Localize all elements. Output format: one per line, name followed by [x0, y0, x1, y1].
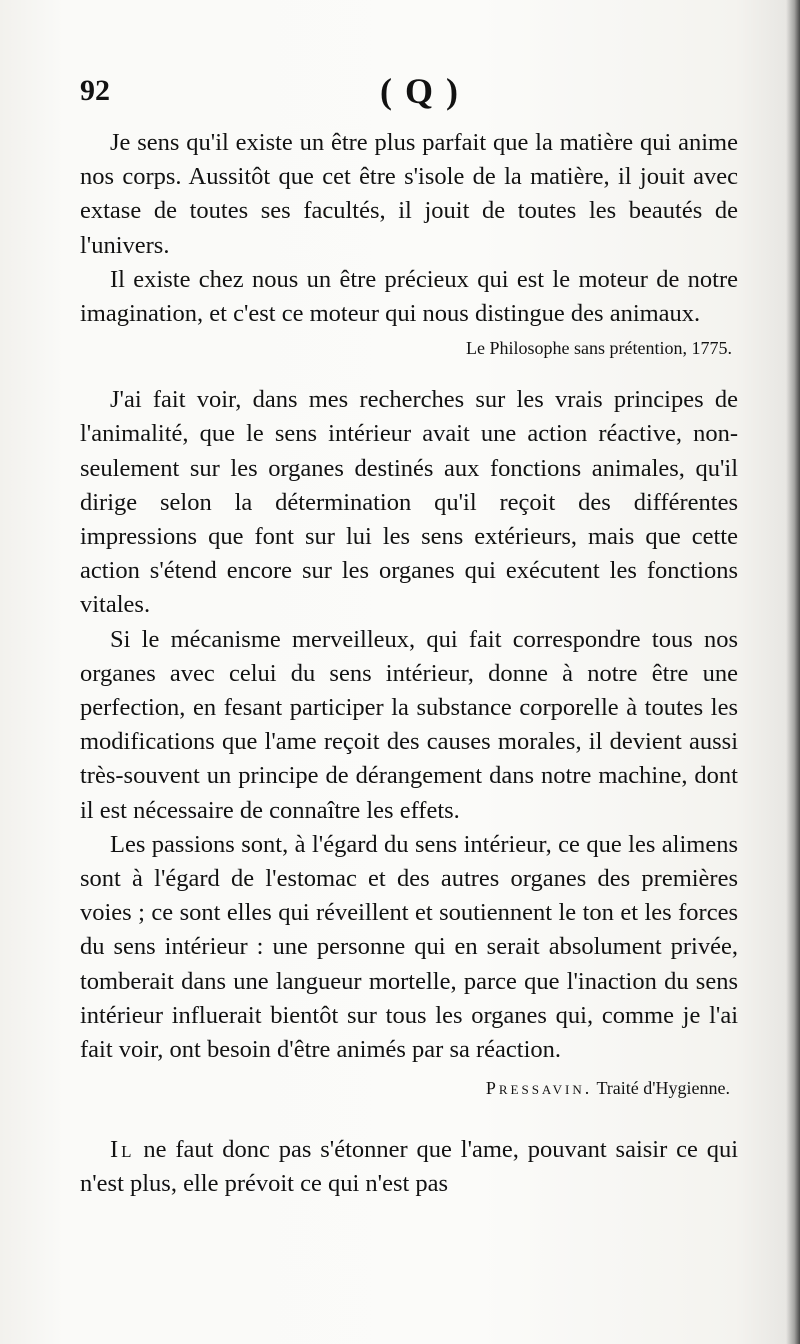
paragraph-6 [80, 1133, 738, 1201]
body-text [80, 126, 738, 1202]
paragraph-2: Il existe chez nous un être précieux qui est le moteur de notre imagination, et c'est ce moteur qui nous distingue des animaux. [80, 265, 738, 328]
page-number: 92 [80, 74, 110, 107]
paragraph-5: Les passions sont, à l'égard du sens intérieur, ce que les alimens sont à l'égard de l'estomac et des autres organes des premières voies ; ce sont elles qui réveillent et soutiennent le ton et les forces du sens intérieur : une personne qui en serait absolument privée, tomberait dans une langueur mortelle, parce que l'inaction du sens intérieur influerait bientôt sur tous les organes qui, comme je l'ai fait voir, ont besoin d'être animés par sa réaction. [80, 830, 738, 1064]
page-edge-shadow [786, 0, 800, 1344]
paragraph-4: Si le mécanisme merveilleux, qui fait correspondre tous nos organes avec celui du sens intérieur, donne à notre être une perfection, en fesant participer la substance corporelle à toutes les modifications que l'ame reçoit des causes morales, il devient aussi très-souvent un principe de dérangement dans notre machine, dont il est nécessaire de connaître les effets. [80, 625, 738, 824]
paragraph-6-text: ne faut donc pas s'étonner que l'ame, pouvant saisir ce qui n'est plus, elle prévoit ce qui n'est pas [80, 1136, 738, 1198]
page-header [80, 68, 740, 116]
paragraph-1: Je sens qu'il existe un être plus parfait que la matière qui anime nos corps. Aussitôt que cet être s'isole de la matière, il jouit avec extase de toutes ses facultés, il jouit de toutes les beautés de l'univers. [80, 129, 738, 259]
paragraph-6-initial: Il [110, 1136, 135, 1164]
paragraph-3: J'ai fait voir, dans mes recherches sur les vrais principes de l'animalité, que le sens intérieur avait une action réactive, non-seulement sur les organes destinés aux fonctions animales, qu'il dirige selon la détermination qu'il reçoit des différentes impressions que font sur lui les sens extérieurs, mais que cette action s'étend encore sur les organes qui exécutent les fonctions vitales. [80, 386, 738, 619]
citation-2-author: Pressavin. [485, 1078, 593, 1099]
citation-2 [80, 1071, 738, 1105]
citation-2-title: Traité d'Hygienne. [596, 1078, 730, 1099]
citation-1: Le Philosophe sans prétention, 1775. [466, 338, 732, 359]
signature-mark: ( Q ) [380, 71, 460, 111]
